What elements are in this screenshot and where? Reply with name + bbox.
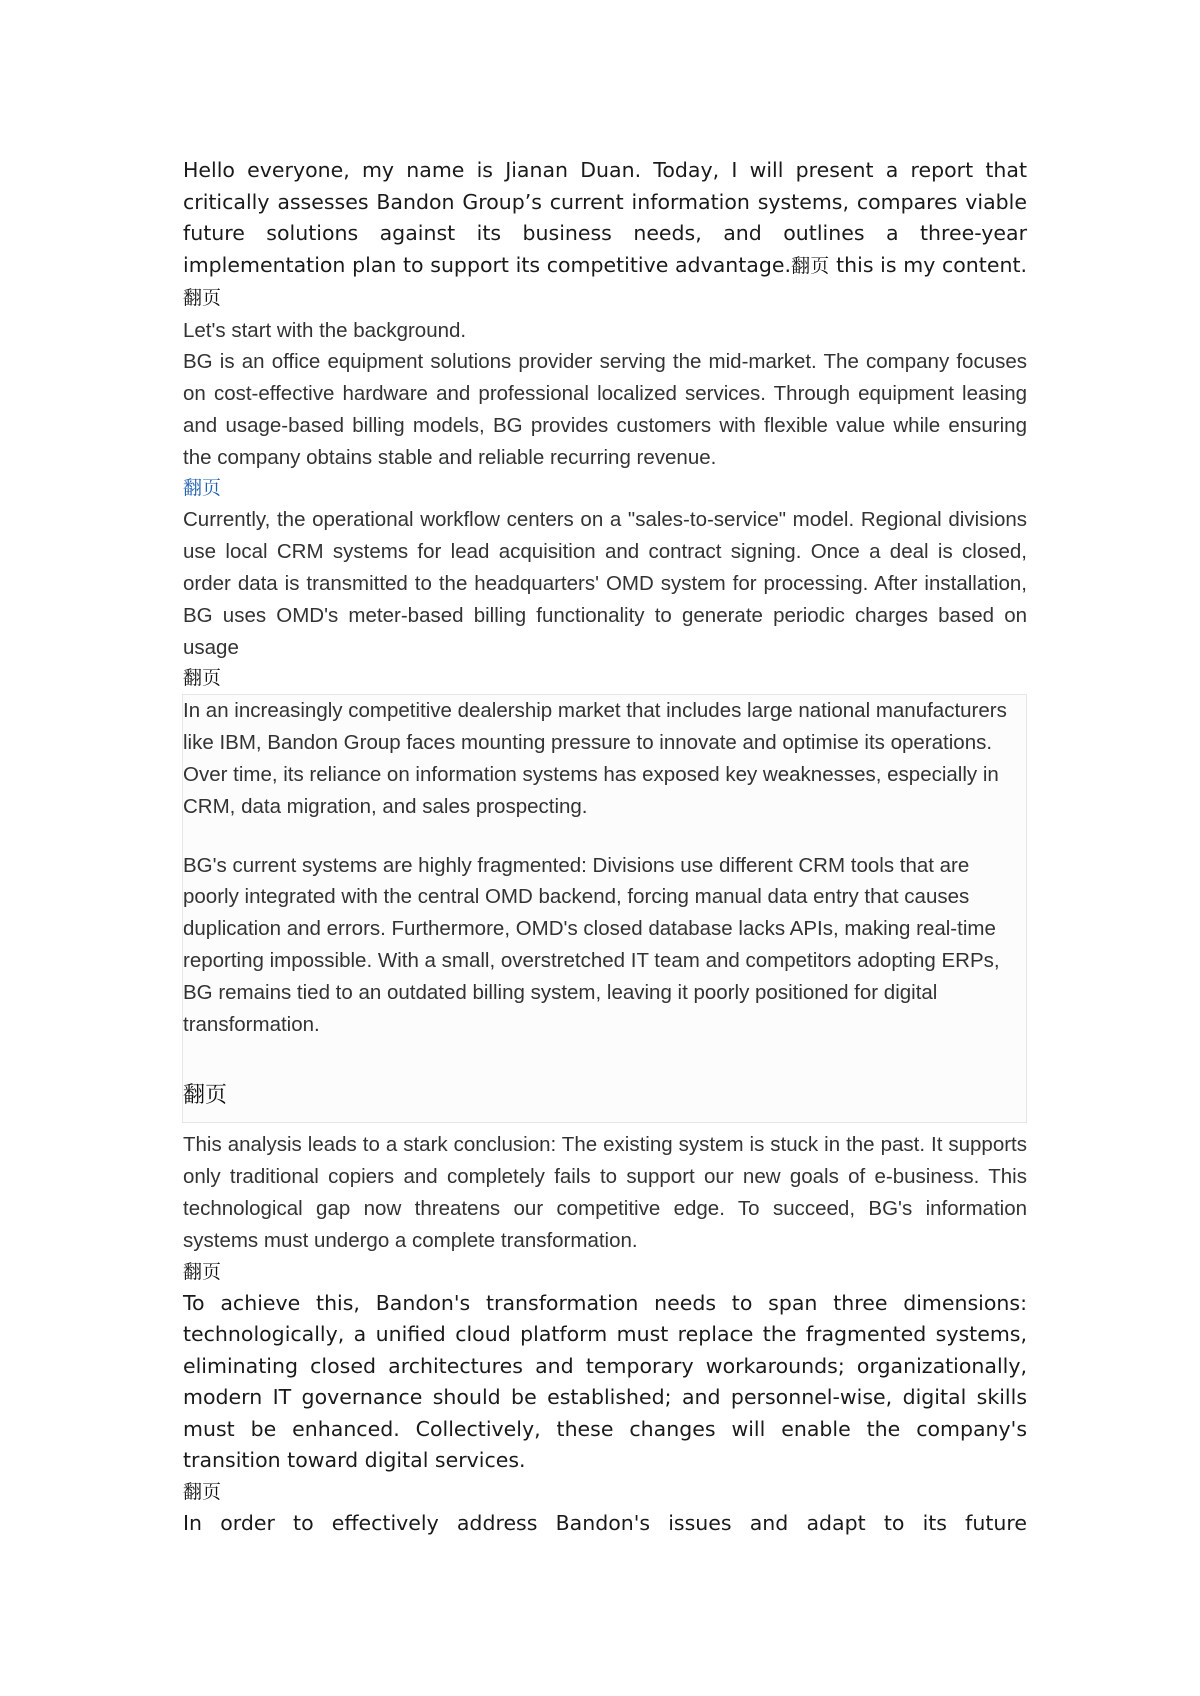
conclusion-paragraph: This analysis leads to a stark conclusion: The existing system is stuck in the past. It supports only traditional copiers and completely fails to support our new goals of e-business. This technological gap now threatens our competitive edge. To succeed, BG's information systems must undergo a complete transformation.	[183, 1133, 1027, 1252]
page-turn-marker: 翻页	[791, 254, 830, 277]
workflow-paragraph: Currently, the operational workflow centers on a "sales-to-service" model. Regional divisions use local CRM systems for lead acquisition and contract signing. Once a deal is closed, order data is transmitted to the headquarters' OMD system for processing. After installation, BG uses OMD's meter-based billing functionality to generate periodic charges based on usage	[183, 508, 1027, 659]
document-body	[183, 155, 1027, 1539]
final-paragraph: In order to effectively address Bandon's issues and adapt to its future	[183, 1510, 1027, 1535]
background-paragraph: BG is an office equipment solutions provider serving the mid-market. The company focuses on cost-effective hardware and professional localized services. Through equipment leasing and usage-based billing models, BG provides customers with flexible value while ensuring the company obtains stable and reliable recurring revenue.	[183, 350, 1027, 469]
page-turn-marker: 翻页	[183, 1083, 228, 1109]
quoted-block	[182, 694, 1027, 1123]
page-turn-marker: 翻页	[183, 667, 222, 690]
intro-paragraph	[183, 155, 1027, 315]
background-heading: Let's start with the background.	[183, 318, 467, 342]
intro-text: Hello everyone, my name is Jianan Duan. Today, I will present a report that critically assesses Bandon Group’s current information systems, compares viable future solutions against its business needs, and outlines a three-year implementation plan to support its competitive advantage.	[183, 158, 1027, 277]
systems-paragraph: BG's current systems are highly fragmented: Divisions use different CRM tools that are poorly integrated with the central OMD backend, forcing manual data entry that causes duplication and errors. Furthermore, OMD's closed database lacks APIs, making real-time reporting impossible. With a small, overstretched IT team and competitors adopting ERPs, BG remains tied to an outdated billing system, leaving it poorly positioned for digital transformation.	[183, 853, 1000, 1036]
page-turn-marker: 翻页	[183, 1480, 222, 1503]
intro-tail: this is my content.	[829, 252, 1027, 277]
competition-paragraph: In an increasingly competitive dealership market that includes large national manufacturers like IBM, Bandon Group faces mounting pressure to innovate and optimise its operations. Over time, its reliance on information systems has exposed key weaknesses, especially in CRM, data migration, and sales prospecting.	[183, 699, 1007, 818]
page-turn-marker-blue: 翻页	[183, 477, 222, 500]
paragraph-spacer	[183, 823, 1026, 850]
page-turn-marker: 翻页	[183, 1260, 222, 1283]
paragraph-spacer	[183, 1040, 1026, 1080]
page-turn-marker: 翻页	[183, 287, 222, 309]
transformation-paragraph: To achieve this, Bandon's transformation needs to span three dimensions: technologically, a unified cloud platform must replace the fragmented systems, eliminating closed architectures and temporary workarounds; organizationally, modern IT governance should be established; and personnel-wise, digital skills must be enhanced. Collectively, these changes will enable the company's transition toward digital services.	[183, 1290, 1027, 1473]
